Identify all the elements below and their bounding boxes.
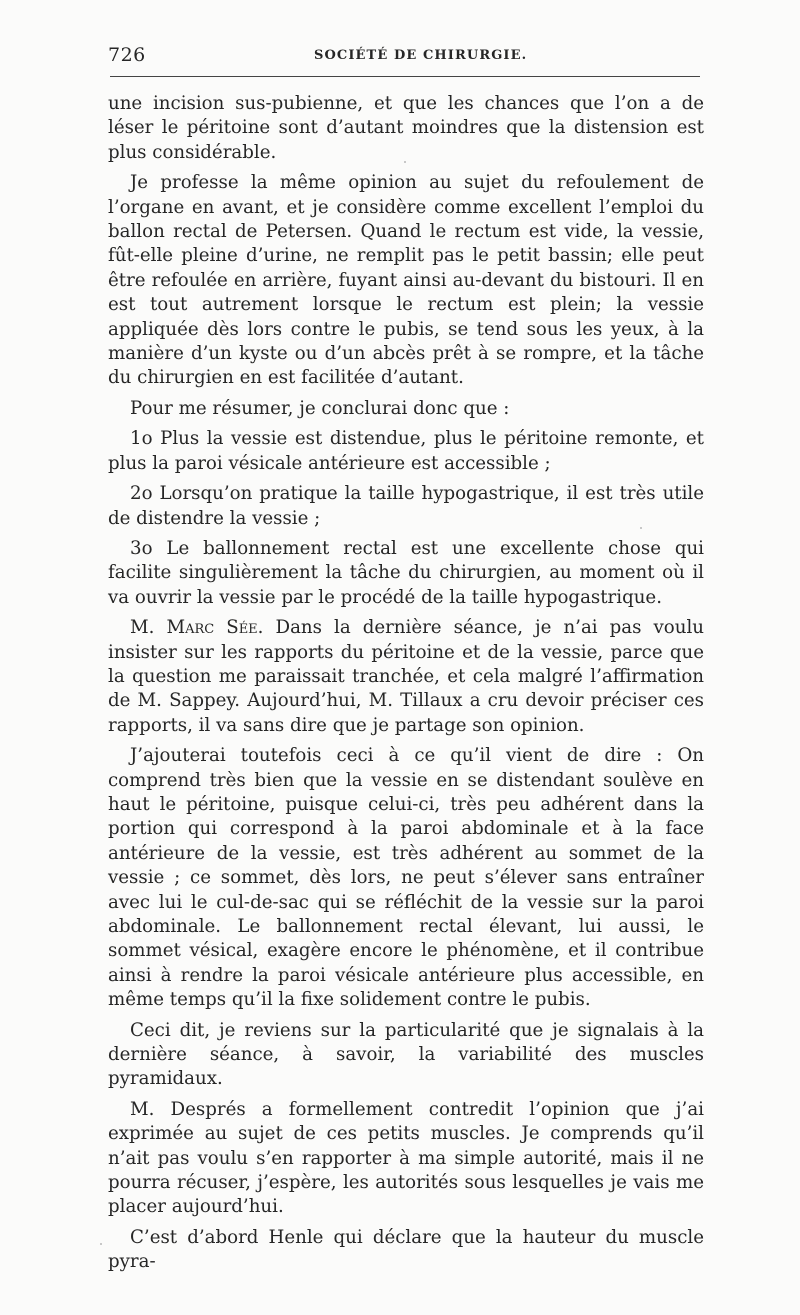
paragraph: Je professe la même opinion au sujet du refoulement de l’organe en avant, et je considère comme excellent l’emploi du ballon rectal de Petersen. Quand le rectum est vide, la vessie, fût-elle pleine d’urine, ne remplit pas le petit bassin; elle peut être refoulée en arrière, fuyant ainsi au-devant du bistouri. Il en est tout autrement lorsque le rectum est plein; la vessie appliquée dès lors contre le pubis, se tend sous les yeux, à la manière d’un kyste ou d’un abcès prêt à se rompre, et la tâche du chirurgien en est facilitée d’autant. bbox=[108, 172, 704, 389]
paragraph: M. Després a formellement contredit l’opinion que j’ai exprimée au sujet de ces petits muscles. Je comprends qu’il n’ait pas voulu s’en rapporter à ma simple autorité, mais il ne pourra récuser, j’espère, les autorités sous lesquelles je vais me placer aujourd’hui. bbox=[108, 1098, 704, 1218]
paragraph: 1o Plus la vessie est distendue, plus le péritoine remonte, et plus la paroi vésicale antérieure est accessible ; bbox=[108, 428, 704, 474]
body-text bbox=[108, 92, 704, 1281]
header-rule bbox=[110, 76, 700, 77]
paragraph: C’est d’abord Henle qui déclare que la hauteur du muscle pyra- bbox=[108, 1226, 704, 1273]
paragraph: Ceci dit, je reviens sur la particularité que je signalais à la dernière séance, à savoir, la variabilité des muscles pyramidaux. bbox=[108, 1019, 704, 1090]
paragraph: J’ajouterai toutefois ceci à ce qu’il vient de dire : On comprend très bien que la vessie en se distendant soulève en haut le péritoine, puisque celui-ci, très peu adhérent dans la portion qui correspond à la paroi abdominale et à la face antérieure de la vessie, est très adhérent au sommet de la vessie ; ce sommet, dès lors, ne peut s’élever sans entraîner avec lui le cul-de-sac qui se réfléchit de la vessie sur la paroi abdominale. Le ballonnement rectal élevant, lui aussi, le sommet vésical, exagère encore le phénomène, et il contribue ainsi à rendre la paroi vésicale antérieure plus accessible, en même temps qu’il la fixe solidement contre le pubis. bbox=[108, 745, 704, 1011]
paragraph: Pour me résumer, je conclurai donc que : bbox=[130, 397, 510, 419]
page-number: 726 bbox=[108, 44, 146, 66]
speaker-text: Dans la dernière séance, je n’ai pas voulu insister sur les rapports du péritoine et de la vessie, parce que la question me paraissait tranchée, et cela malgré l’affirmation de M. Sappey. Aujourd’hui, M. Tillaux a cru devoir préciser ces rapports, il va sans dire que je partage son opinion. bbox=[108, 617, 704, 736]
speaker-name: M. Marc Sée. bbox=[130, 617, 264, 639]
paper-speck bbox=[640, 527, 642, 529]
paragraph: 3o Le ballonnement rectal est une excellente chose qui facilite singulièrement la tâche du chirurgien, au moment où il va ouvrir la vessie par le procédé de la taille hypogastrique. bbox=[108, 537, 704, 608]
running-header bbox=[108, 44, 708, 74]
paragraph-speaker bbox=[108, 616, 704, 738]
paper-speck bbox=[100, 1243, 102, 1245]
paragraph: 2o Lorsqu’on pratique la taille hypogastrique, il est très utile de distendre la vessie ; bbox=[108, 483, 704, 529]
paper-speck bbox=[404, 161, 406, 163]
running-title: SOCIÉTÉ DE CHIRURGIE. bbox=[314, 48, 528, 63]
paragraph: une incision sus-pubienne, et que les chances que l’on a de léser le péritoine sont d’autant moindres que la distension est plus considérable. bbox=[108, 93, 704, 163]
